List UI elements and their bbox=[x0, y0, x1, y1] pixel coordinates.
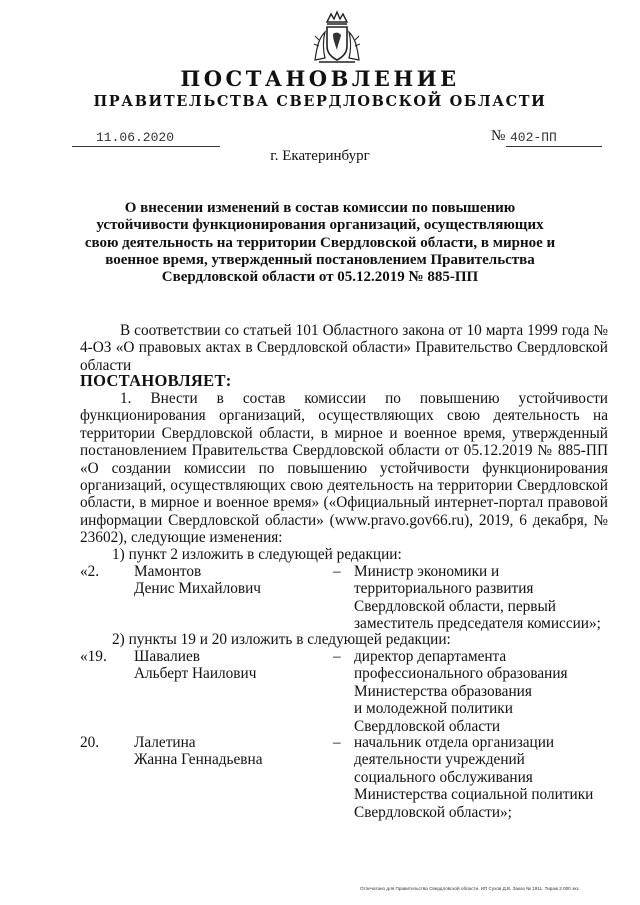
position-line: территориального развития bbox=[354, 580, 534, 598]
member-surname: Мамонтов bbox=[134, 563, 202, 580]
member-given-names: Жанна Геннадьевна bbox=[134, 751, 263, 768]
position-line: социального обслуживания bbox=[354, 768, 533, 786]
position-line: Министр экономики и bbox=[354, 563, 500, 580]
position-line: заместитель председателя комиссии»; bbox=[354, 615, 601, 633]
date-underline bbox=[72, 146, 220, 147]
coat-of-arms-emblem bbox=[311, 10, 363, 66]
position-line: Свердловской области, первый bbox=[354, 597, 556, 615]
position-line: Свердловской области»; bbox=[354, 803, 512, 821]
position-line: Свердловской области bbox=[354, 717, 501, 735]
document-date: 11.06.2020 bbox=[96, 130, 175, 145]
member-position bbox=[354, 734, 614, 821]
member-dash: – bbox=[333, 734, 341, 751]
preamble-paragraph: В соответствии со статьей 101 Областного закона от 10 марта 1999 года № 4-ОЗ «О правовых актах в Свердловской области» Правительство Свердловской области bbox=[80, 322, 608, 374]
subclause-2: 2) пункты 19 и 20 изложить в следующей редакции: bbox=[112, 631, 451, 648]
document-type-title: ПОСТАНОВЛЕНИЕ bbox=[180, 66, 460, 91]
clause-1-paragraph: 1. Внести в состав комиссии по повышению устойчивости функционирования организаций, осуществляющих свою деятельность на территории Свердловской области, в мирное и военное время, утвержденный постановлением Правительства Свердловской области от 05.12.2019 № 885-ПП «О создании комиссии по повышению устойчивости функционирования организаций, осуществляющих свою деятельность на территории Свердловской области, в мирное и военное время» («Официальный интернет-портал правовой информации Свердловской области» (www.pravo.gov66.ru), 2019, 6 декабря, № 23602), следующие изменения: bbox=[80, 390, 608, 547]
document-subject-title: О внесении изменений в состав комиссии по повышению устойчивости функционирования организаций, осуществляющих свою деятельность на территории Свердловской области, в мирное и военное время, утвержденный постановлением Правительства Свердловской области от 05.12.2019 № 885-ПП bbox=[84, 200, 556, 286]
position-line: деятельности учреждений bbox=[354, 751, 525, 769]
member-given-names: Денис Михайлович bbox=[134, 580, 261, 597]
member-surname: Шавалиев bbox=[134, 648, 200, 665]
subclause-1: 1) пункт 2 изложить в следующей редакции: bbox=[112, 546, 402, 563]
number-label: № bbox=[491, 128, 506, 144]
print-footer: Отпечатано для Правительства Свердловской области. ИП Сухов Д.В. Заказ № 1911. Тираж 2 000 экз. bbox=[360, 886, 580, 891]
number-underline bbox=[506, 146, 602, 147]
position-line: директор департамента bbox=[354, 648, 507, 665]
member-position bbox=[354, 648, 614, 735]
city: г. Екатеринбург bbox=[270, 148, 370, 164]
member-number: «19. bbox=[80, 648, 107, 665]
position-line: и молодежной политики bbox=[354, 700, 513, 718]
member-given-names: Альберт Наилович bbox=[134, 665, 257, 682]
member-number: «2. bbox=[80, 563, 100, 580]
issuer-title: ПРАВИТЕЛЬСТВА СВЕРДЛОВСКОЙ ОБЛАСТИ bbox=[93, 93, 547, 110]
position-line: Министерства социальной политики bbox=[354, 786, 594, 804]
member-position bbox=[354, 563, 614, 633]
member-surname: Лалетина bbox=[134, 734, 196, 751]
position-line: начальник отдела организации bbox=[354, 734, 555, 751]
position-line: профессионального образования bbox=[354, 665, 568, 683]
document-number: 402-ПП bbox=[510, 130, 557, 145]
member-dash: – bbox=[333, 563, 341, 580]
decree-word: ПОСТАНОВЛЯЕТ: bbox=[80, 371, 232, 390]
member-dash: – bbox=[333, 648, 341, 665]
position-line: Министерства образования bbox=[354, 682, 532, 700]
member-number: 20. bbox=[80, 734, 100, 751]
